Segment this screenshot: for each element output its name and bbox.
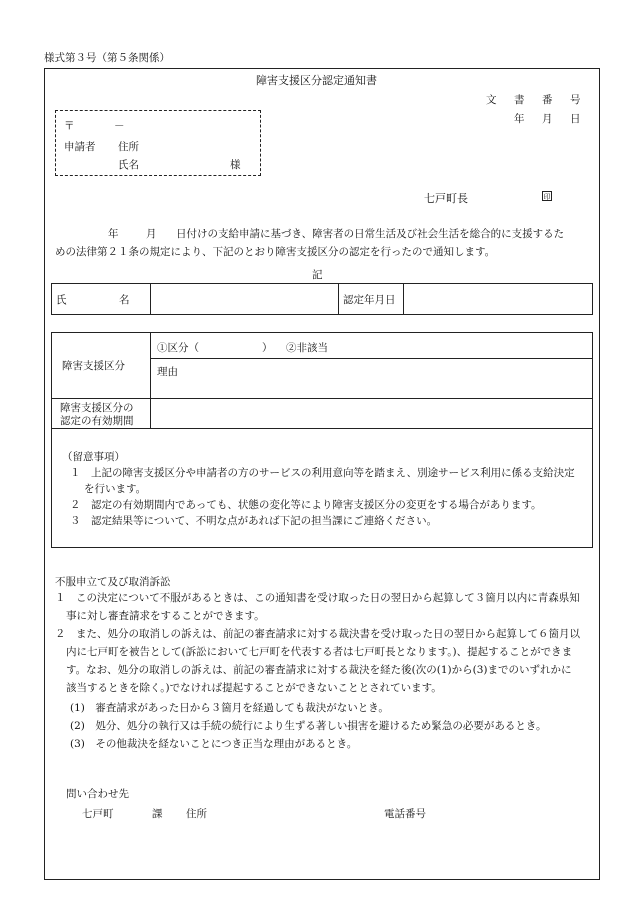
cert-date-label: 認定年月日 bbox=[343, 294, 396, 306]
honorific: 様 bbox=[230, 159, 241, 171]
appeal-heading: 不服申立て及び取消訴訟 bbox=[55, 576, 171, 588]
appeal-sub2: (2) 処分、処分の執行又は手続の続行により生ずる著しい損害を避けるため緊急の必要があるとき。 bbox=[70, 720, 547, 732]
appeal-p2d: 該当するときを除く。)でなければ提起することができないこととされています。 bbox=[66, 682, 442, 694]
form-id: 様式第３号（第５条関係） bbox=[44, 52, 170, 64]
validity-label-2: 認定の有効期間 bbox=[60, 415, 134, 427]
reason-label: 理由 bbox=[157, 366, 178, 378]
applicant-name-label: 氏 名 bbox=[56, 294, 130, 306]
classification-label: 障害支援区分 bbox=[62, 360, 125, 372]
address-label: 住所 bbox=[118, 141, 139, 153]
body-month: 月 bbox=[146, 228, 157, 240]
appeal-p2a: ２ また、処分の取消しの訴えは、前記の審査請求に対する裁決書を受け取った日の翌日から起算して６箇月以 bbox=[55, 628, 580, 640]
notes-item3: ３ 認定結果等について、不明な点があれば下記の担当課にご連絡ください。 bbox=[70, 515, 438, 527]
document-title: 障害支援区分認定通知書 bbox=[256, 74, 377, 87]
name-label: 氏名 bbox=[118, 159, 139, 171]
body-line1: 日付けの支給申請に基づき、障害者の日常生活及び社会生活を総合的に支援するた bbox=[176, 228, 565, 240]
appeal-p2b: 内に七戸町を被告として(訴訟において七戸町を代表する者は七戸町長となります。)、提起することができま bbox=[66, 646, 573, 658]
appeal-p1a: １ この決定について不服があるときは、この通知書を受け取った日の翌日から起算して３箇月以内に青森県知 bbox=[55, 592, 580, 604]
appeal-sub1: (1) 審査請求があった日から３箇月を経過しても裁決がないとき。 bbox=[70, 702, 389, 714]
notes-heading: （留意事項） bbox=[62, 451, 125, 463]
notes-item1b: を行います。 bbox=[84, 483, 147, 495]
notes-item2: ２ 認定の有効期間内であっても、状態の変化等により障害支援区分の変更をする場合があります。 bbox=[70, 499, 542, 511]
seal-icon: 印 bbox=[543, 193, 551, 201]
validity-label-1: 障害支援区分の bbox=[60, 402, 134, 414]
contact-town: 七戸町 bbox=[82, 808, 114, 820]
notes-item1a: １ 上記の障害支援区分や申請者の方のサービスの利用意向等を踏まえ、別途サービス利用に係る支給決定 bbox=[70, 467, 575, 479]
doc-number-char: 書 bbox=[514, 94, 525, 106]
doc-number-char: 号 bbox=[570, 94, 581, 106]
appeal-p2c: す。なお、処分の取消しの訴えは、前記の審査請求に対する裁決を経た後(次の(1)から(3)までのいずれかに bbox=[66, 664, 572, 676]
contact-section: 課 bbox=[152, 808, 163, 820]
doc-number-char: 文 bbox=[486, 94, 497, 106]
appeal-p1b: 事に対し審査請求をすることができます。 bbox=[66, 610, 265, 622]
contact-address-label: 住所 bbox=[186, 808, 207, 820]
classification-option2: ②非該当 bbox=[286, 342, 328, 354]
ki-heading: 記 bbox=[312, 269, 323, 281]
postal-dash: － bbox=[114, 120, 125, 132]
date-day: 日 bbox=[570, 113, 581, 125]
contact-heading: 問い合わせ先 bbox=[66, 788, 129, 800]
body-line2: めの法律第２１条の規定により、下記のとおり障害支援区分の認定を行ったので通知します。 bbox=[55, 246, 496, 258]
date-month: 月 bbox=[542, 113, 553, 125]
body-year: 年 bbox=[108, 228, 119, 240]
issuer-name: 七戸町長 bbox=[424, 192, 468, 205]
contact-phone-label: 電話番号 bbox=[384, 808, 426, 820]
postal-mark: 〒 bbox=[64, 120, 75, 132]
applicant-table bbox=[51, 283, 593, 315]
classification-option1: ①区分（ ） bbox=[157, 342, 273, 354]
doc-number-char: 番 bbox=[542, 94, 553, 106]
applicant-label: 申請者 bbox=[64, 141, 96, 153]
date-year: 年 bbox=[514, 113, 525, 125]
appeal-sub3: (3) その他裁決を経ないことにつき正当な理由があるとき。 bbox=[70, 738, 358, 750]
